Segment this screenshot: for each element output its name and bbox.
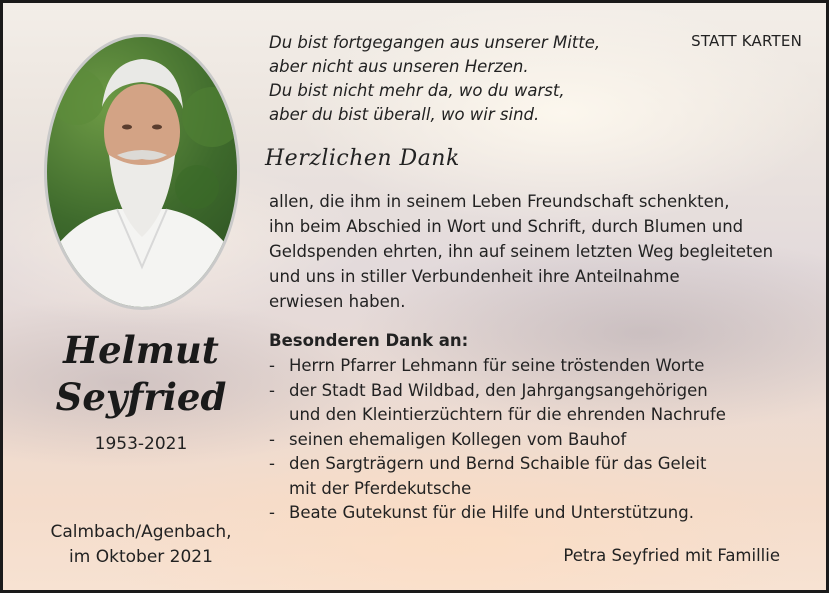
- list-item-text: Herrn Pfarrer Lehmann für seine tröstenden Worte: [289, 356, 705, 375]
- portrait-frame: [44, 34, 240, 310]
- paragraph-line: und uns in stiller Verbundenheit ihre Anteilnahme: [269, 267, 680, 286]
- bullet-dash: -: [269, 429, 275, 449]
- list-item: [269, 452, 726, 501]
- deceased-first-name: Helmut: [63, 328, 219, 372]
- poem-line: Du bist nicht mehr da, wo du warst,: [269, 81, 565, 100]
- place-line: Calmbach/Agenbach,: [50, 522, 232, 542]
- signature: Petra Seyfried mit Famillie: [563, 546, 780, 565]
- list-item-continuation: und den Kleintierzüchtern für die ehrenden Nachrufe: [289, 405, 726, 424]
- bullet-dash: -: [269, 356, 275, 375]
- statt-karten-label: STATT KARTEN: [691, 32, 802, 50]
- list-item-text: Beate Gutekunst für die Hilfe und Unterstützung.: [289, 503, 694, 522]
- bullet-dash: -: [269, 503, 275, 522]
- list-item: [269, 501, 726, 526]
- list-item-text: seinen ehemaligen Kollegen vom Bauhof: [289, 429, 627, 449]
- list-item-text: den Sargträgern und Bernd Schaible für das Geleit: [289, 454, 707, 473]
- special-thanks-list: [269, 354, 726, 526]
- poem-line: aber du bist überall, wo wir sind.: [269, 105, 540, 124]
- list-item-continuation: mit der Pferdekutsche: [289, 478, 472, 498]
- list-item: [269, 379, 726, 428]
- list-item-text: der Stadt Bad Wildbad, den Jahrgangsangehörigen: [289, 380, 708, 400]
- bullet-dash: -: [269, 454, 275, 473]
- poem-line: aber nicht aus unseren Herzen.: [269, 57, 529, 76]
- place-and-date: [23, 520, 259, 570]
- date-line: im Oktober 2021: [69, 547, 213, 567]
- paragraph-line: erwiesen haben.: [269, 292, 406, 311]
- portrait-photo: [47, 37, 237, 307]
- thanks-script-heading: Herzlichen Dank: [265, 146, 460, 171]
- paragraph-line: allen, die ihm in seinem Leben Freundschaft schenkten,: [269, 192, 730, 211]
- deceased-last-name: Seyfried: [55, 375, 227, 419]
- thanks-paragraph: [269, 189, 773, 314]
- list-item: [269, 354, 726, 379]
- poem: [269, 31, 600, 127]
- portrait-illustration: [47, 37, 237, 307]
- list-item: [269, 428, 726, 453]
- paragraph-line: Geldspenden ehrten, ihn auf seinem letzten Weg begleiteten: [269, 242, 774, 261]
- special-thanks-heading: Besonderen Dank an:: [269, 331, 469, 350]
- paragraph-line: ihn beim Abschied in Wort und Schrift, durch Blumen und: [269, 217, 744, 236]
- poem-line: Du bist fortgegangen aus unserer Mitte,: [269, 33, 601, 52]
- bullet-dash: -: [269, 380, 275, 400]
- life-years: 1953-2021: [94, 434, 188, 454]
